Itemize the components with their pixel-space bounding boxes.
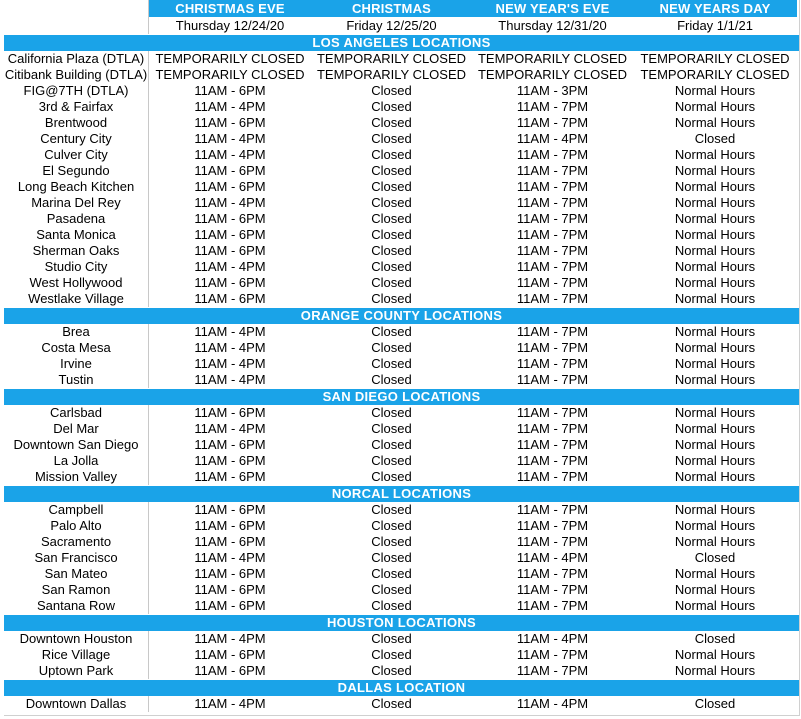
table-row <box>4 502 799 518</box>
hours-cell-new-years-day: Normal Hours <box>674 291 756 306</box>
hours-cell-new-years-day: Normal Hours <box>674 437 756 452</box>
location-name-cell: Carlsbad <box>4 405 149 421</box>
hours-cell-new-years-day: Normal Hours <box>674 534 756 549</box>
hours-cell-new-years-day: Normal Hours <box>674 259 756 274</box>
column-date-row <box>4 17 799 34</box>
table-row <box>4 227 799 243</box>
hours-cell-christmas-eve: 11AM - 6PM <box>194 227 266 242</box>
section-header: ORANGE COUNTY LOCATIONS <box>4 307 799 324</box>
location-name-cell: San Mateo <box>4 566 149 582</box>
location-name-cell: FIG@7TH (DTLA) <box>4 83 149 99</box>
hours-cell-new-years-eve: 11AM - 7PM <box>516 372 589 387</box>
column-date-new-years-day: Friday 1/1/21 <box>633 17 797 34</box>
hours-cell-new-years-day: Normal Hours <box>674 663 756 678</box>
hours-cell-new-years-eve: 11AM - 4PM <box>516 131 589 146</box>
table-row <box>4 195 799 211</box>
hours-cell-christmas-eve: 11AM - 4PM <box>194 631 266 646</box>
location-date-header <box>4 17 149 34</box>
table-row <box>4 696 799 712</box>
hours-cell-christmas-eve: 11AM - 6PM <box>194 453 266 468</box>
hours-cell-new-years-day: Normal Hours <box>674 566 756 581</box>
hours-cell-christmas-eve: 11AM - 6PM <box>194 405 266 420</box>
column-header-row <box>4 0 799 17</box>
hours-cell-new-years-eve: 11AM - 7PM <box>516 582 589 597</box>
hours-cell-new-years-day: Normal Hours <box>674 179 756 194</box>
hours-cell-christmas: TEMPORARILY CLOSED <box>316 67 467 82</box>
hours-cell-christmas-eve: 11AM - 4PM <box>194 696 266 711</box>
hours-cell-new-years-eve: 11AM - 4PM <box>516 631 589 646</box>
hours-cell-new-years-day: Normal Hours <box>674 163 756 178</box>
hours-cell-new-years-eve: 11AM - 7PM <box>516 291 589 306</box>
hours-cell-christmas: Closed <box>371 696 412 711</box>
hours-cell-new-years-eve: 11AM - 7PM <box>516 469 589 484</box>
hours-cell-christmas-eve: TEMPORARILY CLOSED <box>155 51 305 66</box>
location-name-cell: Marina Del Rey <box>4 195 149 211</box>
hours-cell-new-years-day: Normal Hours <box>674 405 756 420</box>
location-name-cell: Long Beach Kitchen <box>4 179 149 195</box>
hours-cell-christmas-eve: 11AM - 6PM <box>194 469 266 484</box>
hours-cell-new-years-day: Normal Hours <box>674 421 756 436</box>
location-column-header <box>4 0 149 17</box>
table-row <box>4 663 799 679</box>
location-name-cell: Del Mar <box>4 421 149 437</box>
location-name-cell: Rice Village <box>4 647 149 663</box>
hours-cell-christmas-eve: 11AM - 4PM <box>194 340 266 355</box>
hours-cell-new-years-eve: 11AM - 7PM <box>516 502 589 517</box>
table-row <box>4 453 799 469</box>
table-row <box>4 550 799 566</box>
hours-cell-christmas-eve: 11AM - 6PM <box>194 663 266 678</box>
hours-cell-christmas-eve: 11AM - 6PM <box>194 518 266 533</box>
table-row <box>4 67 799 83</box>
section-header: NORCAL LOCATIONS <box>4 485 799 502</box>
hours-cell-new-years-day: Normal Hours <box>674 147 756 162</box>
hours-cell-new-years-eve: 11AM - 7PM <box>516 534 589 549</box>
location-name-cell: Downtown San Diego <box>4 437 149 453</box>
column-header-new-years-day: NEW YEARS DAY <box>633 0 797 17</box>
hours-cell-christmas: Closed <box>371 534 412 549</box>
hours-cell-christmas: Closed <box>371 131 412 146</box>
column-date-new-years-eve: Thursday 12/31/20 <box>472 17 633 34</box>
hours-cell-christmas-eve: 11AM - 4PM <box>194 259 266 274</box>
hours-cell-christmas: TEMPORARILY CLOSED <box>316 51 467 66</box>
hours-cell-new-years-eve: 11AM - 7PM <box>516 421 589 436</box>
table-row <box>4 211 799 227</box>
hours-cell-christmas: Closed <box>371 518 412 533</box>
location-name-cell: Santa Monica <box>4 227 149 243</box>
hours-cell-new-years-eve: 11AM - 4PM <box>516 696 589 711</box>
hours-cell-new-years-day: Normal Hours <box>674 211 756 226</box>
table-row <box>4 469 799 485</box>
table-row <box>4 291 799 307</box>
hours-cell-new-years-eve: 11AM - 7PM <box>516 275 589 290</box>
section-header: SAN DIEGO LOCATIONS <box>4 388 799 405</box>
hours-cell-christmas-eve: 11AM - 4PM <box>194 324 266 339</box>
hours-cell-christmas-eve: 11AM - 6PM <box>194 211 266 226</box>
hours-cell-christmas-eve: 11AM - 4PM <box>194 550 266 565</box>
location-name-cell: Sacramento <box>4 534 149 550</box>
hours-cell-new-years-eve: 11AM - 7PM <box>516 437 589 452</box>
hours-cell-new-years-day: Normal Hours <box>674 469 756 484</box>
hours-cell-christmas: Closed <box>371 115 412 130</box>
hours-cell-new-years-eve: 11AM - 7PM <box>516 211 589 226</box>
hours-cell-christmas: Closed <box>371 195 412 210</box>
hours-cell-christmas: Closed <box>371 405 412 420</box>
location-name-cell: Culver City <box>4 147 149 163</box>
hours-cell-christmas: Closed <box>371 502 412 517</box>
hours-cell-new-years-eve: 11AM - 7PM <box>516 259 589 274</box>
section-header: DALLAS LOCATION <box>4 679 799 696</box>
table-row <box>4 518 799 534</box>
table-row <box>4 566 799 582</box>
hours-cell-christmas-eve: 11AM - 6PM <box>194 437 266 452</box>
hours-cell-christmas-eve: 11AM - 6PM <box>194 163 266 178</box>
table-row <box>4 163 799 179</box>
hours-cell-new-years-day: Normal Hours <box>674 340 756 355</box>
hours-cell-christmas: Closed <box>371 259 412 274</box>
hours-cell-christmas-eve: 11AM - 6PM <box>194 502 266 517</box>
hours-cell-christmas-eve: 11AM - 6PM <box>194 275 266 290</box>
hours-cell-new-years-day: Normal Hours <box>674 518 756 533</box>
section-header: LOS ANGELES LOCATIONS <box>4 34 799 51</box>
hours-cell-new-years-eve: 11AM - 7PM <box>516 340 589 355</box>
table-row <box>4 340 799 356</box>
location-name-cell: El Segundo <box>4 163 149 179</box>
hours-cell-new-years-day: TEMPORARILY CLOSED <box>640 67 790 82</box>
table-row <box>4 275 799 291</box>
hours-cell-new-years-day: Normal Hours <box>674 99 756 114</box>
hours-cell-new-years-eve: 11AM - 7PM <box>516 518 589 533</box>
hours-cell-christmas: Closed <box>371 147 412 162</box>
hours-cell-christmas-eve: 11AM - 6PM <box>194 582 266 597</box>
table-row <box>4 582 799 598</box>
hours-cell-christmas: Closed <box>371 421 412 436</box>
hours-cell-christmas-eve: 11AM - 6PM <box>194 83 266 98</box>
hours-cell-new-years-day: Normal Hours <box>674 275 756 290</box>
hours-cell-new-years-day: Normal Hours <box>674 324 756 339</box>
hours-cell-new-years-day: Normal Hours <box>674 227 756 242</box>
location-name-cell: 3rd & Fairfax <box>4 99 149 115</box>
location-name-cell: Irvine <box>4 356 149 372</box>
table-row <box>4 179 799 195</box>
hours-cell-new-years-eve: TEMPORARILY CLOSED <box>477 67 628 82</box>
location-name-cell: West Hollywood <box>4 275 149 291</box>
hours-cell-christmas-eve: 11AM - 4PM <box>194 147 266 162</box>
table-row <box>4 51 799 67</box>
column-date-christmas: Friday 12/25/20 <box>311 17 472 34</box>
hours-cell-new-years-eve: 11AM - 7PM <box>516 647 589 662</box>
hours-cell-new-years-eve: 11AM - 7PM <box>516 356 589 371</box>
hours-cell-christmas: Closed <box>371 663 412 678</box>
table-row <box>4 534 799 550</box>
hours-cell-new-years-eve: 11AM - 7PM <box>516 663 589 678</box>
hours-cell-christmas: Closed <box>371 598 412 613</box>
hours-cell-christmas: Closed <box>371 647 412 662</box>
hours-cell-christmas: Closed <box>371 243 412 258</box>
location-name-cell: San Francisco <box>4 550 149 566</box>
hours-cell-new-years-day: Normal Hours <box>674 598 756 613</box>
table-row <box>4 324 799 340</box>
location-name-cell: San Ramon <box>4 582 149 598</box>
section-header: HOUSTON LOCATIONS <box>4 614 799 631</box>
table-row <box>4 115 799 131</box>
hours-cell-christmas-eve: 11AM - 6PM <box>194 179 266 194</box>
hours-cell-christmas: Closed <box>371 324 412 339</box>
hours-cell-new-years-day: Closed <box>694 631 736 646</box>
hours-cell-christmas: Closed <box>371 469 412 484</box>
hours-cell-new-years-day: Closed <box>694 131 736 146</box>
hours-cell-christmas-eve: 11AM - 4PM <box>194 99 266 114</box>
table-row <box>4 631 799 647</box>
hours-cell-new-years-eve: 11AM - 3PM <box>516 83 589 98</box>
location-name-cell: Brentwood <box>4 115 149 131</box>
hours-cell-new-years-day: Normal Hours <box>674 647 756 662</box>
column-date-christmas-eve: Thursday 12/24/20 <box>149 17 311 34</box>
hours-cell-christmas-eve: 11AM - 6PM <box>194 115 266 130</box>
hours-cell-new-years-eve: 11AM - 7PM <box>516 566 589 581</box>
hours-cell-christmas: Closed <box>371 550 412 565</box>
location-name-cell: Campbell <box>4 502 149 518</box>
hours-cell-christmas: Closed <box>371 163 412 178</box>
hours-cell-new-years-day: Normal Hours <box>674 372 756 387</box>
location-name-cell: La Jolla <box>4 453 149 469</box>
hours-cell-new-years-eve: 11AM - 7PM <box>516 115 589 130</box>
location-name-cell: Downtown Houston <box>4 631 149 647</box>
hours-cell-christmas-eve: 11AM - 6PM <box>194 566 266 581</box>
hours-cell-new-years-day: Normal Hours <box>674 195 756 210</box>
hours-cell-christmas-eve: 11AM - 4PM <box>194 195 266 210</box>
hours-cell-christmas: Closed <box>371 99 412 114</box>
location-name-cell: Century City <box>4 131 149 147</box>
hours-cell-christmas: Closed <box>371 566 412 581</box>
location-name-cell: Tustin <box>4 372 149 388</box>
table-row <box>4 372 799 388</box>
location-name-cell: California Plaza (DTLA) <box>4 51 149 67</box>
hours-cell-christmas: Closed <box>371 437 412 452</box>
hours-cell-new-years-day: Normal Hours <box>674 356 756 371</box>
hours-cell-christmas-eve: 11AM - 4PM <box>194 356 266 371</box>
hours-cell-christmas: Closed <box>371 631 412 646</box>
location-name-cell: Westlake Village <box>4 291 149 307</box>
hours-cell-new-years-eve: 11AM - 7PM <box>516 227 589 242</box>
table-row <box>4 99 799 115</box>
location-name-cell: Palo Alto <box>4 518 149 534</box>
hours-cell-christmas-eve: 11AM - 6PM <box>194 598 266 613</box>
hours-cell-christmas: Closed <box>371 356 412 371</box>
hours-cell-new-years-eve: 11AM - 7PM <box>516 99 589 114</box>
location-name-cell: Uptown Park <box>4 663 149 679</box>
column-header-christmas: CHRISTMAS <box>311 0 472 17</box>
table-row <box>4 147 799 163</box>
hours-cell-new-years-day: Closed <box>694 550 736 565</box>
hours-cell-christmas: Closed <box>371 211 412 226</box>
location-name-cell: Costa Mesa <box>4 340 149 356</box>
location-name-cell: Santana Row <box>4 598 149 614</box>
hours-cell-new-years-eve: 11AM - 7PM <box>516 324 589 339</box>
table-row <box>4 131 799 147</box>
table-row <box>4 356 799 372</box>
hours-cell-christmas: Closed <box>371 372 412 387</box>
hours-cell-christmas: Closed <box>371 582 412 597</box>
hours-cell-new-years-day: TEMPORARILY CLOSED <box>640 51 790 66</box>
table-row <box>4 437 799 453</box>
table-row <box>4 421 799 437</box>
location-name-cell: Mission Valley <box>4 469 149 485</box>
hours-cell-new-years-day: Normal Hours <box>674 453 756 468</box>
hours-cell-new-years-eve: 11AM - 4PM <box>516 550 589 565</box>
hours-cell-christmas-eve: 11AM - 6PM <box>194 291 266 306</box>
hours-cell-christmas-eve: 11AM - 6PM <box>194 534 266 549</box>
hours-cell-new-years-eve: 11AM - 7PM <box>516 598 589 613</box>
hours-cell-christmas-eve: 11AM - 6PM <box>194 243 266 258</box>
hours-cell-new-years-eve: 11AM - 7PM <box>516 243 589 258</box>
location-name-cell: Downtown Dallas <box>4 696 149 712</box>
hours-cell-new-years-day: Normal Hours <box>674 502 756 517</box>
location-name-cell: Brea <box>4 324 149 340</box>
hours-cell-new-years-eve: 11AM - 7PM <box>516 195 589 210</box>
hours-cell-christmas: Closed <box>371 227 412 242</box>
hours-cell-christmas: Closed <box>371 83 412 98</box>
hours-cell-christmas-eve: 11AM - 4PM <box>194 131 266 146</box>
sections-container <box>4 34 799 712</box>
table-row <box>4 598 799 614</box>
hours-cell-new-years-eve: TEMPORARILY CLOSED <box>477 51 628 66</box>
hours-cell-christmas-eve: TEMPORARILY CLOSED <box>155 67 305 82</box>
hours-cell-christmas-eve: 11AM - 6PM <box>194 647 266 662</box>
hours-cell-christmas: Closed <box>371 179 412 194</box>
hours-cell-christmas: Closed <box>371 275 412 290</box>
hours-cell-new-years-day: Normal Hours <box>674 243 756 258</box>
table-row <box>4 647 799 663</box>
hours-cell-christmas: Closed <box>371 340 412 355</box>
location-name-cell: Citibank Building (DTLA) <box>4 67 148 82</box>
hours-cell-new-years-eve: 11AM - 7PM <box>516 405 589 420</box>
location-name-cell: Pasadena <box>4 211 149 227</box>
hours-cell-new-years-day: Normal Hours <box>674 115 756 130</box>
table-row <box>4 259 799 275</box>
location-name-cell: Studio City <box>4 259 149 275</box>
column-header-new-years-eve: NEW YEAR'S EVE <box>472 0 633 17</box>
table-row <box>4 83 799 99</box>
hours-cell-new-years-eve: 11AM - 7PM <box>516 179 589 194</box>
hours-cell-new-years-day: Closed <box>694 696 736 711</box>
hours-cell-new-years-eve: 11AM - 7PM <box>516 453 589 468</box>
hours-cell-new-years-day: Normal Hours <box>674 582 756 597</box>
hours-cell-new-years-eve: 11AM - 7PM <box>516 147 589 162</box>
table-row <box>4 243 799 259</box>
column-header-christmas-eve: CHRISTMAS EVE <box>149 0 311 17</box>
hours-cell-new-years-eve: 11AM - 7PM <box>516 163 589 178</box>
location-name-cell: Sherman Oaks <box>4 243 149 259</box>
table-row <box>4 405 799 421</box>
hours-cell-christmas: Closed <box>371 291 412 306</box>
hours-cell-christmas-eve: 11AM - 4PM <box>194 372 266 387</box>
hours-cell-christmas: Closed <box>371 453 412 468</box>
holiday-hours-sheet <box>4 0 800 716</box>
hours-cell-new-years-day: Normal Hours <box>674 83 756 98</box>
hours-cell-christmas-eve: 11AM - 4PM <box>194 421 266 436</box>
